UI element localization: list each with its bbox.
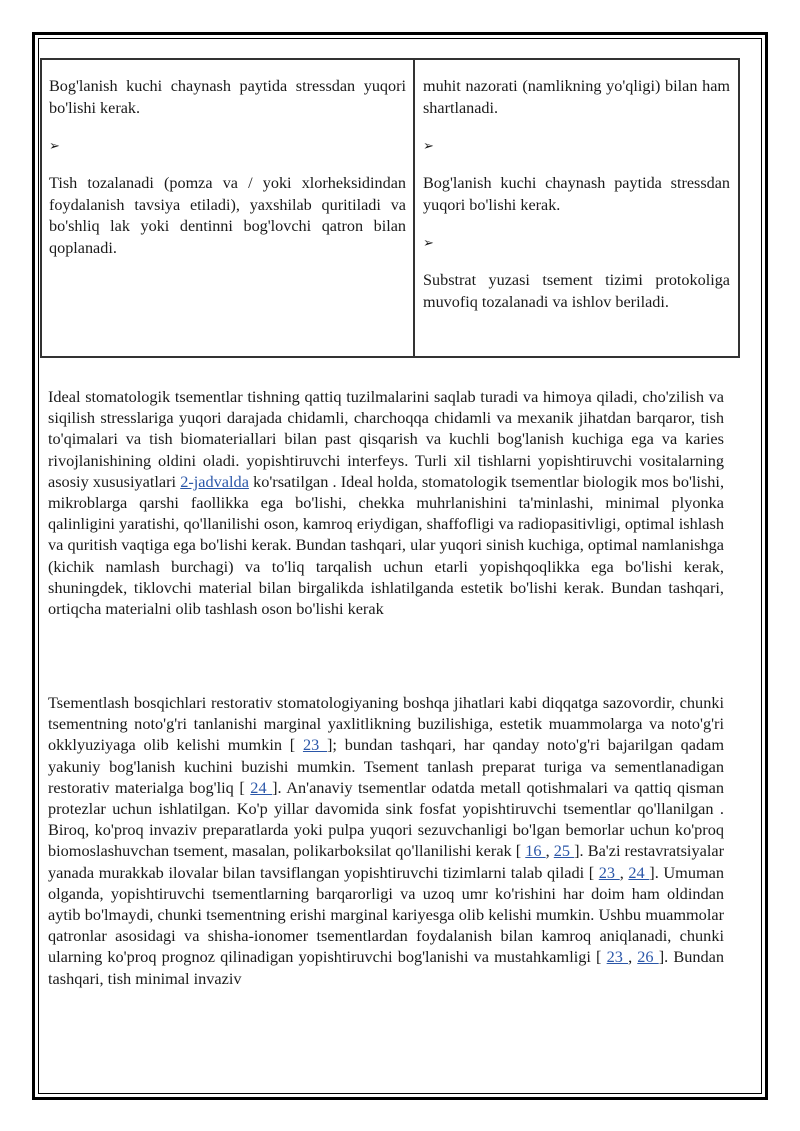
paragraph-text: ]. Ba'zi restavratsiyalar yanada murakkab ilovalar bilan tavsiflangan yopishtiruvchi tizimlarni talab qiladi [ — [48, 841, 724, 882]
paragraph-text: ]. Umuman olganda, yopishtiruvchi tsementlarning barqarorligi va uzoq umr ko'rishini har doim ham oldindan aytib bo'lmaydi, chunki tsementning erishi marginal kariyesga olib kelishi mumkin. Ushbu muammolar qatronlar asosidagi va shisha-ionomer tsementlardan foydalanish bilan kamroq aniqlanadi, chunki ularning ko'proq prognoz qilinadigan yopishtiruvchi bog'lanishi va mustahkamligi [ — [48, 862, 725, 967]
paragraph-text: Ideal stomatologik tsementlar tishning qattiq tuzilmalarini saqlab turadi va himoya qiladi, cho'zilish va siqilish stresslariga yuqori darajada chidamli, charchoqqa chidamli va mexanik jihatdan barqaror, tish to'qimalari va tish biomateriallari bilan past qisqarish va kuchli bog'lanish kuchiga ega va karies rivojlanishining oldini oladi. yopishtiruvchi interfeys. Turli xil tishlarni yopishtiruvchi vositalarning asosiy xususiyatlari — [48, 387, 724, 491]
paragraph-cementation-stages — [48, 692, 724, 989]
reference-link[interactable]: 24 — [250, 777, 273, 797]
reference-link[interactable]: 25 — [553, 841, 575, 861]
reference-link[interactable]: 16 — [525, 841, 546, 861]
paragraph-text: ]. Bundan tashqari, tish minimal invaziv — [48, 947, 725, 988]
reference-link[interactable]: 23 — [302, 735, 327, 755]
paragraph-ideal-cements — [48, 386, 724, 619]
arrow-bullet-icon: ➢ — [423, 236, 434, 251]
table-left-cell — [42, 60, 415, 356]
right-cell-text-3: Substrat yuzasi tsement tizimi protokoliga muvofiq tozalanadi va ishlov beriladi. — [423, 271, 730, 311]
right-cell-text-2: Bog'lanish kuchi chaynash paytida stressdan yuqori bo'lishi kerak. — [423, 174, 730, 214]
left-cell-text-2: Tish tozalanadi (pomza va / yoki xlorheksidindan foydalanish tavsiya etiladi), yaxshilab quritiladi va bo'shliq lak yoki dentinni bog'lovchi qatron bilan qoplanadi. — [49, 174, 406, 257]
table-right-cell — [415, 60, 738, 356]
reference-link[interactable]: 24 — [628, 862, 650, 882]
arrow-bullet-icon: ➢ — [49, 139, 60, 154]
table-2-link[interactable]: 2-jadvalda — [180, 471, 249, 491]
right-cell-text-1: muhit nazorati (namlikning yo'qligi) bilan ham shartlanadi. — [423, 77, 730, 117]
left-cell-text-1: Bog'lanish kuchi chaynash paytida stressdan yuqori bo'lishi kerak. — [49, 77, 406, 117]
reference-link[interactable]: 26 — [637, 947, 659, 967]
paragraph-text: ko'rsatilgan . Ideal holda, stomatologik tsementlar biologik mos bo'lishi, mikroblarga qarshi faollikka ega bo'lishi, chekka muhrlanishini ta'minlashi, minimal plyonka qalinligini yaratishi, qo'llanilishi oson, kamroq eriydigan, shaffofligi va radiopasitivligi, optimal ishlash va quritish vaqtiga ega bo'lishi kerak. Bundan tashqari, ular yuqori sinish kuchiga, optimal namlanishga (kichik namlash burchagi) va to'liq tarqalish uchun etarli yopishqoqlikka ega bo'lishi kerak, shuningdek, tiklovchi material bilan birgalikda ishlatilganda estetik bo'lishi kerak. Bundan tashqari, ortiqcha materialni olib tashlash oson bo'lishi kerak — [48, 471, 725, 619]
arrow-bullet-icon: ➢ — [423, 139, 434, 154]
paragraph-text: , — [545, 841, 554, 861]
paragraph-text: Tsementlash bosqichlari restorativ stomatologiyaning boshqa jihatlari kabi diqqatga sazovordir, chunki tsementning noto'g'ri tanlanishi marginal yaxlitlikning buzilishiga, estetik muammolarga va noto'g'ri okklyuziyaga olib kelishi mumkin [ — [48, 693, 724, 755]
comparison-table — [40, 58, 740, 358]
paragraph-text: ]; bundan tashqari, har qanday noto'g'ri bajarilgan qadam yakuniy bog'lanish kuchini buzishi mumkin. Tsement tanlash preparat turiga va sementlanadigan restorativ materialga bog'liq [ — [48, 735, 724, 797]
paragraph-text: ]. An'anaviy tsementlar odatda metall qotishmalari va qattiq qisman protezlar uchun ishlatilgan. Ko'p yillar davomida sink fosfat yopishtiruvchi tsementlar qo'llanilgan . Biroq, ko'proq invaziv preparatlarda yoki pulpa yuqori sezuvchanligi bo'lgan bemorlar uchun ko'proq biomoslashuvchan tsement, masalan, polikarboksilat qo'llanilishi kerak [ — [48, 777, 724, 861]
paragraph-text: , — [628, 947, 638, 967]
reference-link[interactable]: 23 — [598, 862, 620, 882]
paragraph-text: , — [619, 862, 629, 882]
reference-link[interactable]: 23 — [606, 947, 629, 967]
